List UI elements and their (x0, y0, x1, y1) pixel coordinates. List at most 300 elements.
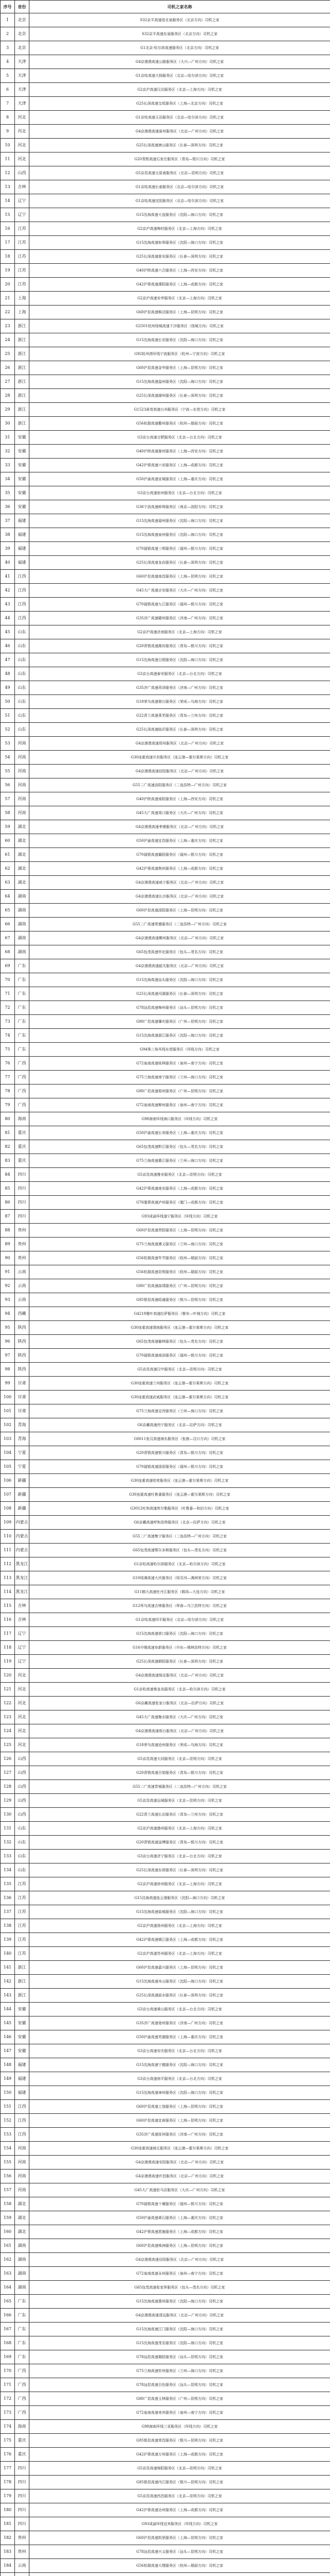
row-station-name: G75兰海高速綦江服务区（兰州—海口方向）司机之家 (29, 1154, 330, 1168)
row-station-name: G15沈海高速漳州服务区（沈阳—海口方向）司机之家 (29, 2086, 330, 2100)
row-index: 159 (1, 2211, 15, 2225)
row-station-name: G93成渝环线遂宁服务区（环线方向）司机之家 (29, 1210, 330, 1224)
table-row (1, 834, 330, 848)
table-row (1, 778, 330, 792)
row-station-name: G2京沪高速德州服务区（北京—上海方向）司机之家 (29, 1822, 330, 1836)
table-row (1, 1683, 330, 1697)
row-station-name: G4京港澳高速公路服务区（大兴—广州方向）司机之家 (29, 55, 330, 69)
table-row (1, 1961, 330, 1975)
row-province: 天津 (15, 55, 29, 69)
row-province: 湖北 (15, 2211, 29, 2225)
row-index: 36 (1, 500, 15, 514)
row-province: 重庆 (15, 1154, 29, 1168)
row-index: 157 (1, 2183, 15, 2197)
row-index: 22 (1, 306, 15, 319)
row-station-name: G4京港澳高速涿州服务区（北京—广州方向）司机之家 (29, 125, 330, 139)
row-province: 重庆 (15, 2448, 29, 2462)
row-province: 陕西 (15, 1335, 29, 1349)
row-station-name: G20青银高速石家庄服务区（青岛—银川方向）司机之家 (29, 152, 330, 166)
row-province: 北京 (15, 27, 29, 41)
row-province: 广东 (15, 1015, 29, 1029)
table-row (1, 792, 330, 806)
row-station-name: G30连霍高速哈密服务区（连云港—霍尔果斯方向）司机之家 (29, 1474, 330, 1488)
row-index: 165 (1, 2295, 15, 2309)
row-province: 陕西 (15, 1349, 29, 1363)
row-station-name: G3京台高速安庆服务区（北京—台北方向）司机之家 (29, 2044, 330, 2058)
row-index: 149 (1, 2072, 15, 2086)
row-province: 江西 (15, 612, 29, 625)
row-province: 上海 (15, 292, 29, 306)
row-station-name: G70福银高速三明服务区（福州—银川方向）司机之家 (29, 542, 330, 556)
row-index: 12 (1, 166, 15, 180)
row-station-name: G65包茂高速榆林服务区（包头—茂名方向）司机之家 (29, 1335, 330, 1349)
table-row (1, 1669, 330, 1683)
row-province: 湖南 (15, 2281, 29, 2295)
row-station-name: G55二广高速集宁服务区（二连浩特—广州方向）司机之家 (29, 1530, 330, 1544)
row-index: 9 (1, 125, 15, 139)
row-province: 广西 (15, 1071, 29, 1084)
table-row (1, 2392, 330, 2406)
row-index: 57 (1, 792, 15, 806)
row-index: 49 (1, 681, 15, 695)
row-station-name: G85银昆高速内江服务区（银川—昆明方向）司机之家 (29, 2476, 330, 2489)
table-row (1, 69, 330, 83)
table-row (1, 1098, 330, 1112)
row-station-name: G50沪渝高速长寿服务区（上海—重庆方向）司机之家 (29, 1126, 330, 1140)
row-station-name: G55二广高速常德服务区（二连浩特—广州方向）司机之家 (29, 918, 330, 931)
row-station-name: G80广昆高速玉林服务区（广州—昆明方向）司机之家 (29, 2392, 330, 2406)
row-station-name: G5京昆高速大同服务区（北京—昆明方向）司机之家 (29, 1752, 330, 1766)
row-station-name: G15沈海高速宁德服务区（沈阳—海口方向）司机之家 (29, 2058, 330, 2072)
row-station-name: G18荣乌高速烟台服务区（荣成—乌海方向）司机之家 (29, 695, 330, 709)
row-index: 48 (1, 667, 15, 681)
table-row (1, 2531, 330, 2545)
row-station-name: G65包茂高速黔江服务区（包头—茂名方向）司机之家 (29, 1140, 330, 1154)
table-row (1, 1307, 330, 1321)
row-index: 53 (1, 737, 15, 751)
table-row (1, 55, 330, 69)
row-index: 82 (1, 1140, 15, 1154)
row-index: 164 (1, 2281, 15, 2295)
row-station-name: G15沈海高速连云港服务区（沈阳—海口方向）司机之家 (29, 1891, 330, 1905)
row-index: 89 (1, 1238, 15, 1251)
row-station-name: G42沪蓉高速六安服务区（上海—成都方向）司机之家 (29, 459, 330, 472)
row-station-name: G4京港澳高速长沙服务区（北京—广州方向）司机之家 (29, 890, 330, 904)
row-index: 132 (1, 1836, 15, 1850)
row-index: 8 (1, 111, 15, 125)
row-province: 湖南 (15, 2239, 29, 2253)
table-row (1, 904, 330, 918)
row-province: 广东 (15, 2350, 29, 2364)
table-row (1, 1460, 330, 1474)
row-province: 黑龙江 (15, 1585, 29, 1599)
row-index: 130 (1, 1808, 15, 1822)
row-station-name: G4京港澳高速孝感服务区（北京—广州方向）司机之家 (29, 820, 330, 834)
table-row (1, 2406, 330, 2420)
row-index: 14 (1, 194, 15, 208)
row-station-name: G25长深高速龙岩服务区（长春—深圳方向）司机之家 (29, 556, 330, 570)
row-station-name: G56杭瑞高速大理服务区（杭州—瑞丽方向）司机之家 (29, 2559, 330, 2573)
row-station-name: G45大广高速吉安服务区（大庆—广州方向）司机之家 (29, 584, 330, 598)
row-province: 内蒙古 (15, 1544, 29, 1557)
row-province: 浙江 (15, 1961, 29, 1975)
table-row (1, 751, 330, 765)
table-row (1, 1989, 330, 2003)
row-station-name: G65包茂高速张家界服务区（包头—茂名方向）司机之家 (29, 2281, 330, 2295)
table-row (1, 1947, 330, 1961)
row-station-name: G50沪渝高速黄石服务区（上海—重庆方向）司机之家 (29, 2211, 330, 2225)
row-station-name: G11鹤大高速牡丹江服务区（鹤岗—大连方向）司机之家 (29, 1585, 330, 1599)
table-row (1, 1071, 330, 1084)
row-province: 山东 (15, 723, 29, 737)
row-province: 吉林 (15, 1613, 29, 1627)
row-province: 山西 (15, 1780, 29, 1794)
row-station-name: G20青银高速淄博服务区（青岛—银川方向）司机之家 (29, 1836, 330, 1850)
row-station-name: G85银昆高速荣昌服务区（银川—昆明方向）司机之家 (29, 2434, 330, 2448)
row-index: 7 (1, 97, 15, 111)
table-row (1, 1112, 330, 1126)
row-index: 117 (1, 1627, 15, 1641)
row-province: 甘肃 (15, 1391, 29, 1404)
row-index: 99 (1, 1377, 15, 1391)
row-station-name: G72泉南高速桂林服务区（泉州—南宁方向）司机之家 (29, 1057, 330, 1071)
row-province: 云南 (15, 1279, 29, 1293)
table-row (1, 319, 330, 333)
row-index: 68 (1, 945, 15, 959)
table-row (1, 222, 330, 236)
row-province: 山西 (15, 166, 29, 180)
row-province: 河北 (15, 111, 29, 125)
row-index: 175 (1, 2434, 15, 2448)
table-row (1, 1015, 330, 1029)
table-row (1, 1084, 330, 1098)
table-row (1, 1377, 330, 1391)
row-province: 河北 (15, 1738, 29, 1752)
row-province: 江西 (15, 570, 29, 584)
row-province: 重庆 (15, 1126, 29, 1140)
row-station-name: G35济广高速抚州服务区（济南—广州方向）司机之家 (29, 2128, 330, 2142)
table-row (1, 361, 330, 375)
row-province: 广东 (15, 1043, 29, 1057)
row-index: 63 (1, 876, 15, 890)
row-index: 140 (1, 1947, 15, 1961)
row-index: 121 (1, 1683, 15, 1697)
row-province: 辽宁 (15, 208, 29, 222)
row-station-name: G0611张汶高速海东服务区（张掖—汶川方向）司机之家 (29, 1432, 330, 1446)
table-row (1, 1919, 330, 1933)
row-station-name: G60沪昆高速金华服务区（上海—昆明方向）司机之家 (29, 361, 330, 375)
row-index: 167 (1, 2323, 15, 2336)
row-index: 180 (1, 2503, 15, 2517)
row-province: 广东 (15, 987, 29, 1001)
row-index: 114 (1, 1585, 15, 1599)
row-province: 江苏 (15, 264, 29, 278)
row-index: 166 (1, 2309, 15, 2323)
row-province: 山东 (15, 709, 29, 723)
row-province: 山东 (15, 653, 29, 667)
row-station-name: G25长深高速淮安服务区（长春—深圳方向）司机之家 (29, 250, 330, 264)
row-station-name: G25长深高速湖州服务区（长春—深圳方向）司机之家 (29, 389, 330, 403)
table-row (1, 1530, 330, 1544)
table-row (1, 1210, 330, 1224)
table-row (1, 1293, 330, 1307)
row-province: 广东 (15, 1029, 29, 1043)
table-body (1, 13, 330, 2576)
row-station-name: G60沪昆高速株洲服务区（上海—昆明方向）司机之家 (29, 2239, 330, 2253)
row-index: 172 (1, 2392, 15, 2406)
row-province: 安徽 (15, 459, 29, 472)
table-row (1, 876, 330, 890)
row-station-name: G1京哈高速哈尔滨服务区（北京—哈尔滨方向）司机之家 (29, 1557, 330, 1571)
table-row (1, 292, 330, 306)
table-row (1, 1168, 330, 1182)
table-row (1, 2197, 330, 2211)
row-station-name: G4京港澳高速邢台服务区（北京—广州方向）司机之家 (29, 1724, 330, 1738)
row-province: 贵州 (15, 1251, 29, 1265)
row-station-name: G60沪昆高速上饶服务区（上海—昆明方向）司机之家 (29, 2100, 330, 2114)
table-row (1, 1571, 330, 1585)
table-row (1, 2156, 330, 2170)
row-index: 145 (1, 2016, 15, 2030)
row-station-name: G76厦蓉高速泸州服务区（厦门—成都方向）司机之家 (29, 1196, 330, 1210)
table-row (1, 333, 330, 347)
table-row (1, 2434, 330, 2448)
row-station-name: G42沪蓉高速荆州服务区（上海—成都方向）司机之家 (29, 862, 330, 876)
row-province: 青海 (15, 1432, 29, 1446)
row-index: 58 (1, 806, 15, 820)
row-station-name: G2京沪高速扬州服务区（北京—上海方向）司机之家 (29, 1919, 330, 1933)
table-row (1, 625, 330, 639)
row-station-name: G4京港澳高速韶关服务区（北京—广州方向）司机之家 (29, 959, 330, 973)
row-station-name: G4京港澳高速安阳服务区（北京—广州方向）司机之家 (29, 2156, 330, 2170)
table-row (1, 152, 330, 166)
row-station-name: G22青兰高速长治服务区（青岛—兰州方向）司机之家 (29, 1808, 330, 1822)
row-station-name: G80广昆高速梧州服务区（广州—昆明方向）司机之家 (29, 1084, 330, 1098)
row-station-name: G78汕昆高速揭阳服务区（汕头—昆明方向）司机之家 (29, 2350, 330, 2364)
table-row (1, 2420, 330, 2434)
row-index: 71 (1, 987, 15, 1001)
row-station-name: G85银昆高速昭通服务区（银川—昆明方向）司机之家 (29, 1293, 330, 1307)
row-province: 湖南 (15, 931, 29, 945)
row-station-name: G2京沪高速徐州服务区（北京—上海方向）司机之家 (29, 1877, 330, 1891)
row-station-name: G20青银高速吕梁服务区（青岛—银川方向）司机之家 (29, 1766, 330, 1780)
table-row (1, 2295, 330, 2309)
row-province: 山东 (15, 625, 29, 639)
table-row (1, 111, 330, 125)
row-province: 四川 (15, 2503, 29, 2517)
row-province: 江苏 (15, 1919, 29, 1933)
row-province: 浙江 (15, 1989, 29, 2003)
row-station-name: G10绥满高速大庆服务区（绥芬河—满洲里方向）司机之家 (29, 1571, 330, 1585)
table-row (1, 2183, 330, 2197)
row-station-name: G40沪陕高速滁州服务区（上海—西安方向）司机之家 (29, 445, 330, 459)
row-province: 山东 (15, 1822, 29, 1836)
row-station-name: G4京港澳高速信阳服务区（北京—广州方向）司机之家 (29, 765, 330, 778)
row-index: 16 (1, 222, 15, 236)
row-province: 天津 (15, 83, 29, 97)
row-province: 广西 (15, 2406, 29, 2420)
table-row (1, 375, 330, 389)
table-row (1, 1850, 330, 1863)
row-index: 38 (1, 528, 15, 542)
row-station-name: G25长深高速东营服务区（长春—深圳方向）司机之家 (29, 1863, 330, 1877)
row-index: 42 (1, 584, 15, 598)
row-index: 4 (1, 55, 15, 69)
row-province: 河南 (15, 2142, 29, 2156)
row-index: 181 (1, 2517, 15, 2531)
row-province: 江苏 (15, 1933, 29, 1947)
row-station-name: G6京藏高速张家口服务区（北京—拉萨方向）司机之家 (29, 1697, 330, 1710)
row-index: 18 (1, 250, 15, 264)
table-row (1, 1224, 330, 1238)
row-station-name: G5京昆高速西昌服务区（北京—昆明方向）司机之家 (29, 2489, 330, 2503)
table-row (1, 1641, 330, 1655)
row-index: 178 (1, 2476, 15, 2489)
table-row (1, 1780, 330, 1794)
row-province: 山西 (15, 1808, 29, 1822)
row-province: 江苏 (15, 1905, 29, 1919)
row-province: 四川 (15, 2476, 29, 2489)
row-station-name: G25长深高速临沂服务区（长春—深圳方向）司机之家 (29, 723, 330, 737)
row-province: 河南 (15, 737, 29, 751)
table-row (1, 653, 330, 667)
table-row (1, 1418, 330, 1432)
table-row (1, 1349, 330, 1363)
row-index: 2 (1, 27, 15, 41)
row-station-name: G5京昆高速绵阳服务区（北京—昆明方向）司机之家 (29, 2462, 330, 2476)
row-province: 广东 (15, 2309, 29, 2323)
table-row (1, 2448, 330, 2462)
row-province: 广东 (15, 2323, 29, 2336)
table-row (1, 389, 330, 403)
row-station-name: G3012吐和高速库尔勒服务区（吐鲁番—和田方向）司机之家 (29, 1502, 330, 1516)
row-province: 福建 (15, 528, 29, 542)
row-station-name: G1北京-哈尔滨高速服务区（北京方向）司机之家 (29, 41, 330, 55)
row-province: 重庆 (15, 2434, 29, 2448)
row-station-name: G1京哈高速秦皇岛服务区（北京—哈尔滨方向）司机之家 (29, 1683, 330, 1697)
row-station-name: G80广昆高速肇庆服务区（广州—昆明方向）司机之家 (29, 1015, 330, 1029)
table-row (1, 1738, 330, 1752)
row-index: 87 (1, 1210, 15, 1224)
row-province: 四川 (15, 1210, 29, 1224)
row-province: 黑龙江 (15, 1571, 29, 1585)
row-index: 154 (1, 2142, 15, 2156)
row-index: 168 (1, 2336, 15, 2350)
row-province: 河北 (15, 125, 29, 139)
row-station-name: G72泉南高速柳州服务区（泉州—南宁方向）司机之家 (29, 1098, 330, 1112)
row-station-name: G4京港澳高速岳阳服务区（北京—广州方向）司机之家 (29, 2253, 330, 2267)
table-row (1, 2476, 330, 2489)
row-index: 31 (1, 431, 15, 445)
table-row (1, 1029, 330, 1043)
row-station-name: G3京台高速南平服务区（北京—台北方向）司机之家 (29, 2072, 330, 2086)
table-row (1, 1752, 330, 1766)
table-row (1, 556, 330, 570)
row-station-name: G98海南环线海口服务区（环线方向）司机之家 (29, 1112, 330, 1126)
row-province: 新疆 (15, 1502, 29, 1516)
row-index: 150 (1, 2086, 15, 2100)
row-index: 39 (1, 542, 15, 556)
row-index: 144 (1, 2003, 15, 2016)
row-index: 101 (1, 1404, 15, 1418)
row-index: 75 (1, 1043, 15, 1057)
row-index: 170 (1, 2364, 15, 2378)
table-row (1, 2058, 330, 2072)
row-station-name: G50沪渝高速芜湖服务区（上海—重庆方向）司机之家 (29, 2030, 330, 2044)
row-province: 海南 (15, 2420, 29, 2434)
table-row (1, 1140, 330, 1154)
row-province: 福建 (15, 2058, 29, 2072)
table-row (1, 1391, 330, 1404)
table-row (1, 1321, 330, 1335)
table-row (1, 500, 330, 514)
row-station-name: G30连霍高速吐鲁番服务区（连云港—霍尔果斯方向）司机之家 (29, 1488, 330, 1502)
row-province: 江苏 (15, 1947, 29, 1961)
row-index: 59 (1, 820, 15, 834)
row-province: 贵州 (15, 2545, 29, 2559)
table-row (1, 1363, 330, 1377)
row-index: 131 (1, 1822, 15, 1836)
row-province: 广西 (15, 2392, 29, 2406)
row-province: 天津 (15, 97, 29, 111)
row-province: 江苏 (15, 222, 29, 236)
table-row (1, 1265, 330, 1279)
table-row (1, 1697, 330, 1710)
row-station-name: G45大广高速驻马店服务区（大庆—广州方向）司机之家 (29, 2183, 330, 2197)
row-station-name: G15沈海高速如皋服务区（沈阳—海口方向）司机之家 (29, 236, 330, 250)
row-index: 21 (1, 292, 15, 306)
table-row (1, 1488, 330, 1502)
table-row (1, 1808, 330, 1822)
row-index: 176 (1, 2448, 15, 2462)
table-row (1, 542, 330, 556)
table-row (1, 1126, 330, 1140)
row-province: 贵州 (15, 1224, 29, 1238)
row-station-name: G75兰海高速定西服务区（兰州—海口方向）司机之家 (29, 1404, 330, 1418)
row-index: 122 (1, 1697, 15, 1710)
row-province: 湖南 (15, 2267, 29, 2281)
row-index: 23 (1, 319, 15, 333)
row-index: 84 (1, 1168, 15, 1182)
row-index: 155 (1, 2156, 15, 2170)
row-index: 33 (1, 459, 15, 472)
row-index: 129 (1, 1794, 15, 1808)
row-station-name: G3京台高速济宁服务区（北京—台北方向）司机之家 (29, 1850, 330, 1863)
row-province: 陕西 (15, 1363, 29, 1377)
row-index: 116 (1, 1613, 15, 1627)
row-station-name: G45大广高速衡水服务区（大庆—广州方向）司机之家 (29, 1710, 330, 1724)
row-station-name: G15沈海高速汕头服务区（沈阳—海口方向）司机之家 (29, 973, 330, 987)
row-index: 69 (1, 959, 15, 973)
table-row (1, 2350, 330, 2364)
row-index: 3 (1, 41, 15, 55)
row-province: 青海 (15, 1418, 29, 1432)
table-row (1, 695, 330, 709)
table-row (1, 2573, 330, 2576)
row-station-name: G80广昆高速曲靖服务区（广州—昆明方向）司机之家 (29, 1279, 330, 1293)
table-row (1, 2142, 330, 2156)
row-station-name: G5京昆高速汉中服务区（北京—昆明方向）司机之家 (29, 1363, 330, 1377)
table-row (1, 208, 330, 222)
table-row (1, 13, 330, 27)
row-province: 安徽 (15, 486, 29, 500)
table-row (1, 2462, 330, 2476)
table-row (1, 2086, 330, 2100)
row-index: 143 (1, 1989, 15, 2003)
row-index: 109 (1, 1516, 15, 1530)
table-row (1, 973, 330, 987)
row-province: 海南 (15, 1112, 29, 1126)
